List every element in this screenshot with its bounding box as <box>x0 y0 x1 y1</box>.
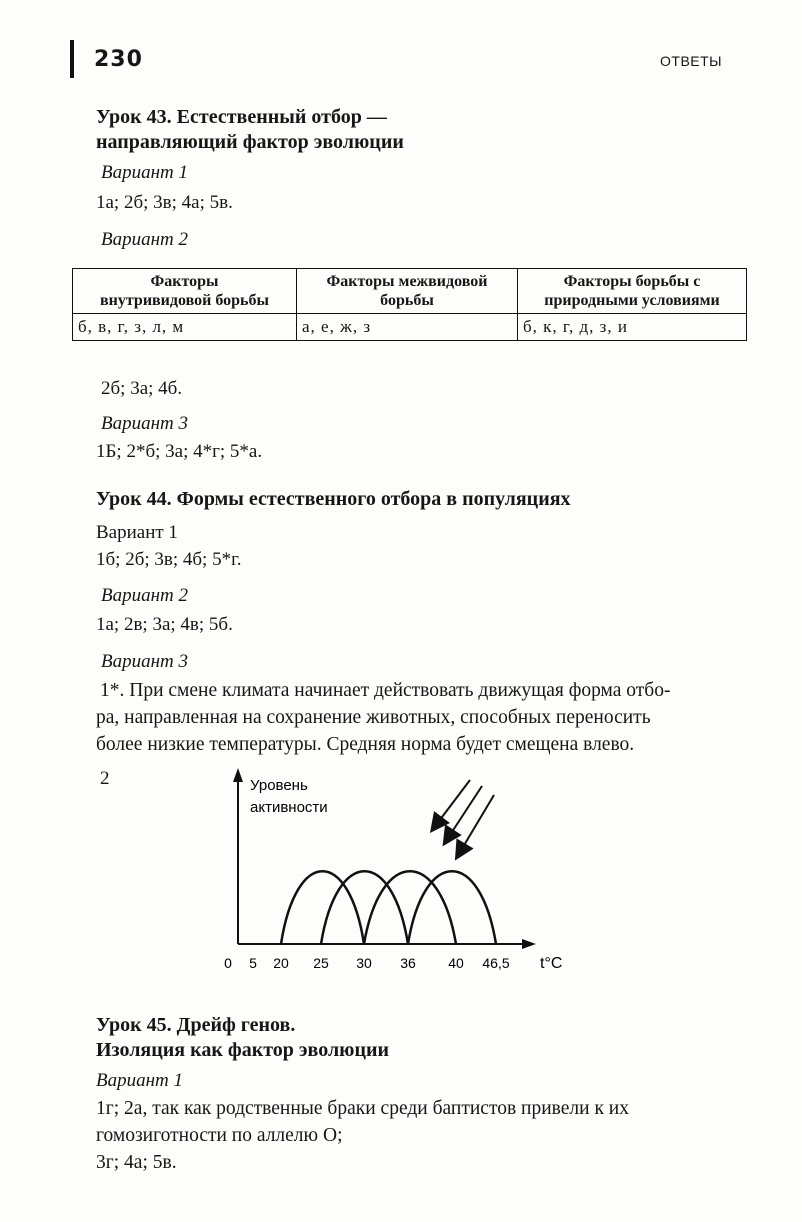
x-tick-label: 0 <box>224 955 232 971</box>
x-axis-label: t°C <box>540 955 563 972</box>
ticks-group <box>224 955 510 971</box>
lesson-44-variant-1-label: Вариант 1 <box>96 522 178 543</box>
lesson-43-variant-3-answer: 1Б; 2*б; 3а; 4*г; 5*а. <box>96 441 263 462</box>
lesson-45-title-line2: Изоляция как фактор эволюции <box>96 1039 390 1061</box>
running-head: ОТВЕТЫ <box>660 53 723 69</box>
x-tick-label: 40 <box>448 955 464 971</box>
y-axis-label-line1: Уровень <box>250 777 308 794</box>
lesson-44-variant-2-answer: 1а; 2в; 3а; 4в; 5б. <box>96 614 233 635</box>
shift-arrow-icon <box>460 795 494 852</box>
y-axis-arrow-icon <box>233 768 243 782</box>
answer-line: более низкие температуры. Средняя норма будет смещена влево. <box>96 734 635 755</box>
lesson-43-variant-2-answer: 2б; 3а; 4б. <box>101 378 183 399</box>
lesson-43-variant-1-answer: 1а; 2б; 3в; 4а; 5в. <box>96 192 233 213</box>
page-number: 230 <box>94 47 143 72</box>
answer-line: 1*. При смене климата начинает действовать движущая форма отбо- <box>100 680 671 701</box>
lesson-44-variant-1-answer: 1б; 2б; 3в; 4б; 5*г. <box>96 549 242 570</box>
lesson-45-variant-1-label: Вариант 1 <box>96 1070 184 1091</box>
activity-curve-4 <box>408 871 496 944</box>
x-tick-label: 5 <box>249 955 257 971</box>
y-axis-label-line2: активности <box>250 799 328 816</box>
answer-line: ра, направленная на сохранение животных, способных переносить <box>96 707 651 728</box>
lesson-45-title-line1: Урок 45. Дрейф генов. <box>96 1014 296 1036</box>
x-tick-label: 36 <box>400 955 416 971</box>
table-header-text: Факторы <box>150 273 219 290</box>
table-cell: а, е, ж, з <box>297 314 518 341</box>
shift-arrow-icon <box>436 780 470 825</box>
lesson-43-title-line1: Урок 43. Естественный отбор — <box>96 106 387 128</box>
table-cell: б, к, г, д, з, и <box>518 314 747 341</box>
table-header-text: борьбы <box>380 292 434 309</box>
x-axis-arrow-icon <box>522 939 536 949</box>
table-header-text: природными условиями <box>544 292 720 309</box>
table-header-text: Факторы межвидовой <box>326 273 488 290</box>
lesson-44-answer-2-number: 2 <box>100 768 110 789</box>
answer-line: 3г; 4а; 5в. <box>96 1152 177 1173</box>
x-tick-label: 25 <box>313 955 329 971</box>
table-header-text: Факторы борьбы с <box>563 273 701 290</box>
lesson-44-variant-2-label: Вариант 2 <box>101 585 189 606</box>
shift-arrow-icon <box>448 786 482 838</box>
answer-line: 1г; 2а, так как родственные браки среди баптистов привели к их <box>96 1098 629 1119</box>
table-header-text: внутривидовой борьбы <box>100 292 269 309</box>
x-tick-label: 20 <box>273 955 289 971</box>
x-tick-label: 30 <box>356 955 372 971</box>
answer-line: гомозиготности по аллелю О; <box>96 1125 343 1146</box>
curves-group <box>281 871 496 944</box>
lesson-44-title: Урок 44. Формы естественного отбора в популяциях <box>96 488 571 510</box>
lesson-43-variant-3-label: Вариант 3 <box>101 413 189 434</box>
lesson-45-answer <box>96 1095 721 1176</box>
x-tick-label: 46,5 <box>482 955 510 971</box>
lesson-43-variant-2-label: Вариант 2 <box>101 229 189 250</box>
lesson-44-variant-3-label: Вариант 3 <box>101 651 189 672</box>
lesson-43-variant-1-label: Вариант 1 <box>101 162 189 183</box>
lesson-45-title <box>96 1013 389 1063</box>
lesson-43-title-line2: направляющий фактор эволюции <box>96 131 404 153</box>
table-cell: б, в, г, з, л, м <box>73 314 297 341</box>
activity-curve-2 <box>321 871 408 944</box>
